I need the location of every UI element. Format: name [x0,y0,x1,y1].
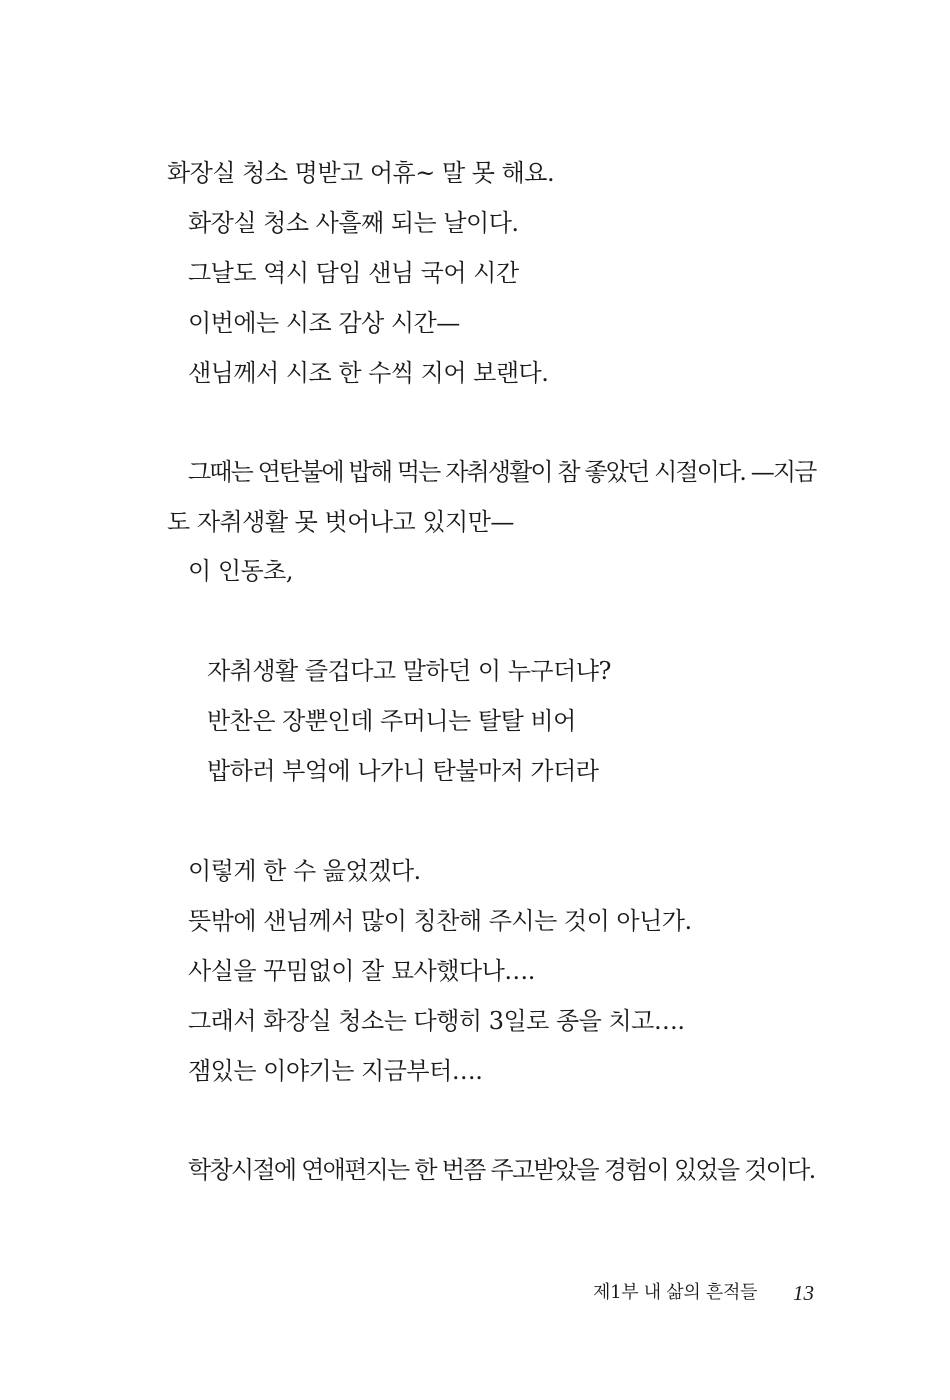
text-line: 도 자취생활 못 벗어나고 있지만— [167,508,514,536]
text-line: 뜻밖에 샌님께서 많이 칭찬해 주시는 것이 아닌가. [188,907,692,935]
text-line: 그날도 역시 담임 샌님 국어 시간 [188,259,519,287]
text-line: 화장실 청소 사흘째 되는 날이다. [188,209,519,237]
poem-line: 반찬은 장뿐인데 주머니는 탈탈 비어 [207,707,576,735]
text-line: 이 인동초, [188,557,293,585]
text-line: 화장실 청소 명받고 어휴~ 말 못 해요. [167,159,555,187]
page-number: 13 [793,1281,814,1305]
poem-line: 밥하러 부엌에 나가니 탄불마저 가더라 [207,757,599,785]
text-line: 잼있는 이야기는 지금부터…. [188,1057,483,1085]
running-title: 제1부 내 삶의 흔적들 [593,1282,758,1303]
text-line: 그때는 연탄불에 밥해 먹는 자취생활이 참 좋았던 시절이다. —지금 [188,458,816,486]
text-line: 그래서 화장실 청소는 다행히 3일로 종을 치고…. [188,1007,685,1035]
text-line: 사실을 꾸밈없이 잘 묘사했다나…. [188,957,535,985]
poem-line: 자취생활 즐겁다고 말하던 이 누구더냐? [207,657,611,685]
text-line: 학창시절에 연애편지는 한 번쯤 주고받았을 경험이 있었을 것이다. [188,1156,815,1184]
text-line: 샌님께서 시조 한 수씩 지어 보랜다. [188,359,549,387]
text-line: 이렇게 한 수 읊었겠다. [188,857,421,885]
text-line: 이번에는 시조 감상 시간— [188,309,460,337]
